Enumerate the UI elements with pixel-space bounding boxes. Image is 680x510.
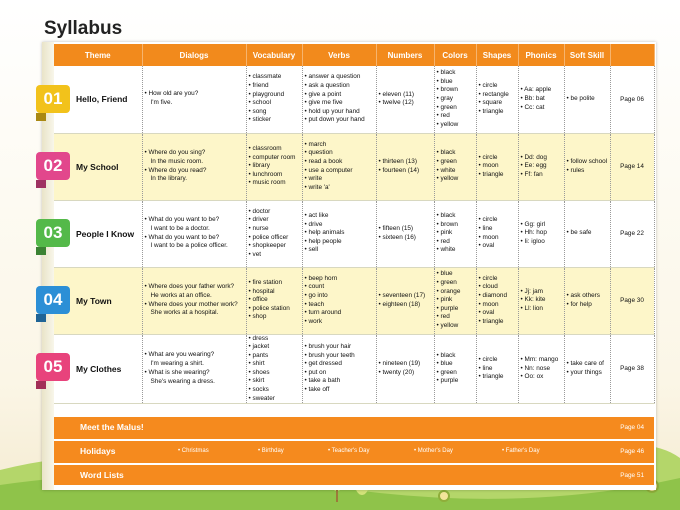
- list-item: • triangle: [479, 318, 516, 327]
- list-item: • brown: [437, 221, 474, 230]
- list-item: • give a point: [305, 91, 374, 100]
- list-item: • sweater: [249, 395, 300, 404]
- list-item: • moon: [479, 162, 516, 171]
- list-item: • music room: [249, 179, 300, 188]
- shapes-cell: [476, 133, 518, 200]
- list-item: • circle: [479, 275, 516, 284]
- list-item: • twelve (12): [379, 99, 432, 108]
- list-item: • classroom: [249, 145, 300, 154]
- unit-number-badge: 04: [36, 286, 70, 314]
- dialog-line: She's wearing a dress.: [150, 377, 215, 385]
- dialog-line: • Where does your mother work?: [144, 300, 238, 308]
- list-item: • white: [437, 167, 474, 176]
- holiday-item: • Teacher's Day: [328, 448, 370, 454]
- list-item: • friend: [249, 82, 300, 91]
- list-item: • playground: [249, 91, 300, 100]
- list-item: • sixteen (16): [379, 234, 432, 243]
- holiday-item: • Father's Day: [502, 448, 540, 454]
- list-item: • turn around: [305, 309, 374, 318]
- list-item: • Mm: mango: [521, 356, 562, 365]
- soft-skill-cell: [564, 66, 610, 133]
- numbers-cell: [376, 200, 434, 267]
- dialogs-cell: [142, 66, 246, 133]
- list-item: • police station: [249, 305, 300, 314]
- header-verbs: Verbs: [302, 44, 376, 66]
- list-item: • eleven (11): [379, 91, 432, 100]
- dialog-line: I'm wearing a shirt.: [150, 360, 204, 368]
- list-item: • triangle: [479, 171, 516, 180]
- list-item: • Cc: cat: [521, 104, 562, 113]
- list-item: • rectangle: [479, 91, 516, 100]
- colors-cell: [434, 200, 476, 267]
- list-item: • yellow: [437, 322, 474, 331]
- list-item: • be polite: [567, 95, 608, 104]
- list-item: • act like: [305, 212, 374, 221]
- unit-row: [54, 200, 654, 267]
- bar-word-lists[interactable]: [54, 465, 654, 485]
- dialog-line: • Where does your father work?: [144, 282, 235, 290]
- list-item: • Ii: igloo: [521, 238, 562, 247]
- list-item: • purple: [437, 377, 474, 386]
- header-vocabulary: Vocabulary: [246, 44, 302, 66]
- list-item: • shoes: [249, 369, 300, 378]
- list-item: • Kk: kite: [521, 296, 562, 305]
- list-item: • red: [437, 238, 474, 247]
- list-item: • ask others: [567, 292, 608, 301]
- list-item: • blue: [437, 78, 474, 87]
- dialog-line: • What is she wearing?: [144, 368, 210, 376]
- list-item: • oval: [479, 242, 516, 251]
- bar-label: Word Lists: [80, 470, 124, 480]
- list-item: • police officer: [249, 234, 300, 243]
- list-item: • Ee: egg: [521, 162, 562, 171]
- list-item: • fourteen (14): [379, 167, 432, 176]
- vocabulary-cell: [246, 267, 302, 334]
- verbs-cell: [302, 267, 376, 334]
- shapes-cell: [476, 66, 518, 133]
- colors-cell: [434, 133, 476, 200]
- list-item: • be safe: [567, 229, 608, 238]
- list-item: • Dd: dog: [521, 154, 562, 163]
- phonics-cell: [518, 133, 564, 200]
- list-item: • school: [249, 99, 300, 108]
- list-item: • socks: [249, 386, 300, 395]
- header-numbers: Numbers: [376, 44, 434, 66]
- list-item: • help people: [305, 238, 374, 247]
- list-item: • driver: [249, 216, 300, 225]
- theme-name: My Clothes: [54, 334, 142, 404]
- list-item: • Aa: apple: [521, 86, 562, 95]
- list-item: • question: [305, 149, 374, 158]
- theme-name: My Town: [54, 267, 142, 334]
- phonics-cell: [518, 334, 564, 404]
- list-item: • Ll: lion: [521, 305, 562, 314]
- header-phonics: Phonics: [518, 44, 564, 66]
- bar-page: Page 46: [620, 448, 644, 455]
- list-item: • sell: [305, 246, 374, 255]
- list-item: • doctor: [249, 208, 300, 217]
- bar-label: Holidays: [80, 446, 116, 456]
- dialogs-cell: [142, 334, 246, 404]
- list-item: • Gg: girl: [521, 221, 562, 230]
- bar-page: Page 04: [620, 424, 644, 431]
- unit-number-badge: 05: [36, 353, 70, 381]
- list-item: • pink: [437, 296, 474, 305]
- unit-number-badge: 01: [36, 85, 70, 113]
- list-item: • white: [437, 246, 474, 255]
- list-item: • go into: [305, 292, 374, 301]
- list-item: • for help: [567, 301, 608, 310]
- list-item: • Jj: jam: [521, 288, 562, 297]
- holiday-item: • Mother's Day: [414, 448, 453, 454]
- list-item: • shopkeeper: [249, 242, 300, 251]
- holiday-item: • Christmas: [178, 448, 209, 454]
- list-item: • nineteen (19): [379, 360, 432, 369]
- dialog-line: I want to be a police officer.: [150, 242, 228, 250]
- bar-label: Meet the Malus!: [80, 422, 144, 432]
- list-item: • green: [437, 279, 474, 288]
- dialogs-cell: [142, 200, 246, 267]
- list-item: • nurse: [249, 225, 300, 234]
- list-item: • Bb: bat: [521, 95, 562, 104]
- list-item: • computer room: [249, 154, 300, 163]
- list-item: • seventeen (17): [379, 292, 432, 301]
- dialog-line: She works at a hospital.: [150, 309, 219, 317]
- list-item: • circle: [479, 216, 516, 225]
- dialogs-cell: [142, 267, 246, 334]
- list-item: • black: [437, 149, 474, 158]
- vocabulary-cell: [246, 200, 302, 267]
- soft-skill-cell: [564, 334, 610, 404]
- list-item: • work: [305, 318, 374, 327]
- list-item: • shirt: [249, 360, 300, 369]
- list-item: • fire station: [249, 279, 300, 288]
- badge-ribbon-tail: [36, 381, 46, 389]
- page-title: Syllabus: [44, 18, 123, 39]
- list-item: • hospital: [249, 288, 300, 297]
- list-item: • drive: [305, 221, 374, 230]
- list-item: • Oo: ox: [521, 373, 562, 382]
- bar-meet-the-malus[interactable]: [54, 417, 654, 439]
- unit-number-badge: 02: [36, 152, 70, 180]
- list-item: • triangle: [479, 373, 516, 382]
- list-item: • thirteen (13): [379, 158, 432, 167]
- list-item: • square: [479, 99, 516, 108]
- soft-skill-cell: [564, 133, 610, 200]
- dialog-line: In the music room.: [150, 157, 204, 165]
- list-item: • gray: [437, 95, 474, 104]
- list-item: • line: [479, 225, 516, 234]
- list-item: • get dressed: [305, 360, 374, 369]
- page-ref: Page 14: [610, 133, 654, 200]
- list-item: • write 'a': [305, 184, 374, 193]
- list-item: • twenty (20): [379, 369, 432, 378]
- list-item: • your things: [567, 369, 608, 378]
- colors-cell: [434, 267, 476, 334]
- numbers-cell: [376, 133, 434, 200]
- page-ref: Page 06: [610, 66, 654, 133]
- header-theme: Theme: [54, 44, 142, 66]
- list-item: • song: [249, 108, 300, 117]
- colors-cell: [434, 66, 476, 133]
- phonics-cell: [518, 267, 564, 334]
- list-item: • brush your teeth: [305, 352, 374, 361]
- list-item: • oval: [479, 309, 516, 318]
- list-item: • dress: [249, 335, 300, 344]
- unit-row: [54, 334, 654, 404]
- list-item: • pants: [249, 352, 300, 361]
- bar-page: Page 51: [620, 472, 644, 479]
- list-item: • write: [305, 175, 374, 184]
- phonics-cell: [518, 66, 564, 133]
- dialogs-cell: [142, 133, 246, 200]
- list-item: • triangle: [479, 108, 516, 117]
- list-item: • moon: [479, 301, 516, 310]
- list-item: • fifteen (15): [379, 225, 432, 234]
- list-item: • green: [437, 104, 474, 113]
- list-item: • rules: [567, 167, 608, 176]
- list-item: • pink: [437, 229, 474, 238]
- badge-ribbon-tail: [36, 314, 46, 322]
- list-item: • blue: [437, 360, 474, 369]
- dialog-line: • How old are you?: [144, 90, 199, 98]
- syllabus-table: [54, 44, 655, 404]
- page-ref: Page 38: [610, 334, 654, 404]
- verbs-cell: [302, 66, 376, 133]
- list-item: • classmate: [249, 73, 300, 82]
- theme-name: My School: [54, 133, 142, 200]
- list-item: • black: [437, 352, 474, 361]
- list-item: • green: [437, 369, 474, 378]
- vocabulary-cell: [246, 66, 302, 133]
- list-item: • Nn: nose: [521, 365, 562, 374]
- list-item: • red: [437, 313, 474, 322]
- dialog-line: • What do you want to be?: [144, 215, 220, 223]
- badge-ribbon-tail: [36, 113, 46, 121]
- list-item: • use a computer: [305, 167, 374, 176]
- header-page: [610, 44, 654, 66]
- list-item: • green: [437, 158, 474, 167]
- list-item: • brush your hair: [305, 343, 374, 352]
- list-item: • circle: [479, 356, 516, 365]
- list-item: • office: [249, 296, 300, 305]
- list-item: • sticker: [249, 116, 300, 125]
- dialog-line: • What do you want to be?: [144, 233, 220, 241]
- shapes-cell: [476, 334, 518, 404]
- verbs-cell: [302, 200, 376, 267]
- list-item: • count: [305, 283, 374, 292]
- list-item: • brown: [437, 86, 474, 95]
- list-item: • library: [249, 162, 300, 171]
- list-item: • ask a question: [305, 82, 374, 91]
- verbs-cell: [302, 334, 376, 404]
- list-item: • skirt: [249, 377, 300, 386]
- header-soft-skill: Soft Skill: [564, 44, 610, 66]
- list-item: • Hh: hop: [521, 229, 562, 238]
- theme-name: Hello, Friend: [54, 66, 142, 133]
- numbers-cell: [376, 334, 434, 404]
- list-item: • circle: [479, 154, 516, 163]
- badge-ribbon-tail: [36, 247, 46, 255]
- shapes-cell: [476, 200, 518, 267]
- list-item: • yellow: [437, 121, 474, 130]
- shapes-cell: [476, 267, 518, 334]
- list-item: • teach: [305, 301, 374, 310]
- list-item: • help animals: [305, 229, 374, 238]
- numbers-cell: [376, 267, 434, 334]
- soft-skill-cell: [564, 200, 610, 267]
- list-item: • yellow: [437, 175, 474, 184]
- list-item: • put down your hand: [305, 116, 374, 125]
- dialog-line: • Where do you read?: [144, 166, 207, 174]
- list-item: • march: [305, 141, 374, 150]
- list-item: • cloud: [479, 283, 516, 292]
- unit-row: [54, 66, 654, 133]
- list-item: • take off: [305, 386, 374, 395]
- page-ref: Page 22: [610, 200, 654, 267]
- list-item: • shop: [249, 313, 300, 322]
- list-item: • beep horn: [305, 275, 374, 284]
- list-item: • red: [437, 112, 474, 121]
- theme-name: People I Know: [54, 200, 142, 267]
- dialog-line: • What are you wearing?: [144, 351, 215, 359]
- dialog-line: I'm five.: [150, 99, 173, 107]
- list-item: • diamond: [479, 292, 516, 301]
- numbers-cell: [376, 66, 434, 133]
- list-item: • lunchroom: [249, 171, 300, 180]
- list-item: • answer a question: [305, 73, 374, 82]
- list-item: • take care of: [567, 360, 608, 369]
- dialog-line: I want to be a doctor.: [150, 224, 210, 232]
- header-dialogs: Dialogs: [142, 44, 246, 66]
- list-item: • blue: [437, 270, 474, 279]
- list-item: • jacket: [249, 343, 300, 352]
- unit-number-badge: 03: [36, 219, 70, 247]
- list-item: • Ff: fan: [521, 171, 562, 180]
- list-item: • purple: [437, 305, 474, 314]
- list-item: • orange: [437, 288, 474, 297]
- holiday-item: • Birthday: [258, 448, 284, 454]
- list-item: • black: [437, 69, 474, 78]
- badge-ribbon-tail: [36, 180, 46, 188]
- list-item: • put on: [305, 369, 374, 378]
- list-item: • vet: [249, 251, 300, 260]
- phonics-cell: [518, 200, 564, 267]
- unit-row: [54, 133, 654, 200]
- list-item: • give me five: [305, 99, 374, 108]
- bar-holidays[interactable]: [54, 441, 654, 463]
- list-item: • circle: [479, 82, 516, 91]
- list-item: • follow school: [567, 158, 608, 167]
- header-colors: Colors: [434, 44, 476, 66]
- page-ref: Page 30: [610, 267, 654, 334]
- verbs-cell: [302, 133, 376, 200]
- dialog-line: • Where do you sing?: [144, 148, 206, 156]
- list-item: • black: [437, 212, 474, 221]
- table-header: [54, 44, 654, 66]
- list-item: • moon: [479, 234, 516, 243]
- colors-cell: [434, 334, 476, 404]
- soft-skill-cell: [564, 267, 610, 334]
- dialog-line: In the library.: [150, 175, 187, 183]
- list-item: • read a book: [305, 158, 374, 167]
- header-shapes: Shapes: [476, 44, 518, 66]
- list-item: • take a bath: [305, 377, 374, 386]
- list-item: • hold up your hand: [305, 108, 374, 117]
- unit-row: [54, 267, 654, 334]
- list-item: • eighteen (18): [379, 301, 432, 310]
- vocabulary-cell: [246, 334, 302, 404]
- vocabulary-cell: [246, 133, 302, 200]
- dialog-line: He works at an office.: [150, 291, 212, 299]
- list-item: • line: [479, 365, 516, 374]
